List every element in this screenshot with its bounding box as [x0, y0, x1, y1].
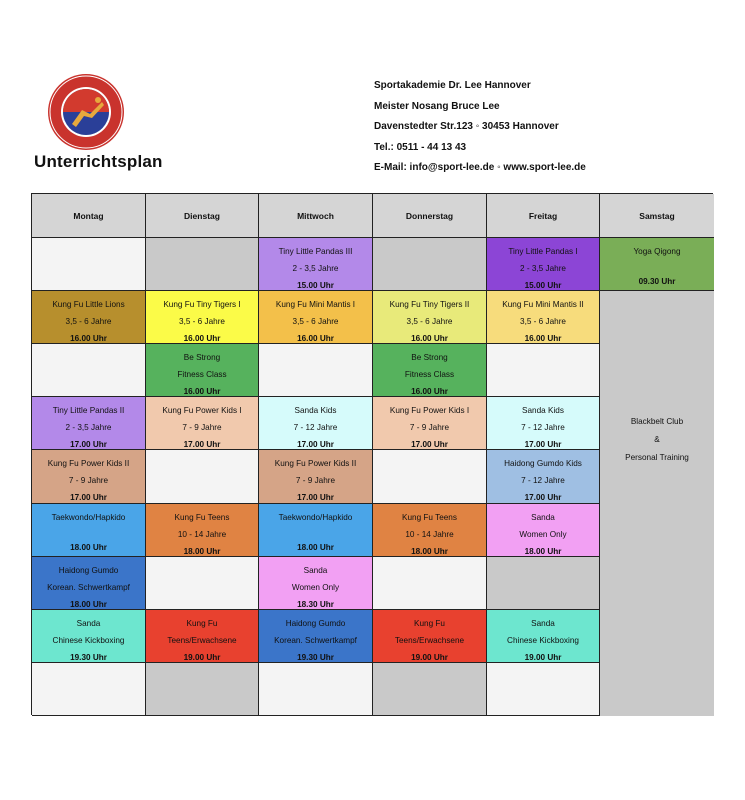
class-name: Taekwondo/Hapkido [278, 512, 353, 522]
page-title: Unterrichtsplan [34, 152, 163, 171]
class-name: Kung Fu [186, 618, 218, 628]
schedule-table [31, 193, 713, 715]
class-time: 17.00 Uhr [524, 440, 562, 450]
class-time: 17.00 Uhr [297, 440, 334, 450]
class-time: 18.00 Uhr [70, 599, 107, 609]
class-name: Be Strong [183, 353, 221, 363]
class-slot [32, 450, 146, 503]
class-detail: 3,5 - 6 Jahre [406, 317, 453, 326]
class-slot [146, 344, 259, 397]
class-name: Haidong Gumdo Kids [504, 459, 582, 469]
class-time: 09.30 Uhr [638, 277, 676, 286]
club-line: & [654, 435, 660, 444]
info-line-address: Davenstedter Str.123 ◦ 30453 Hannover [374, 121, 559, 132]
class-name: Kung Fu Mini Mantis I [275, 300, 356, 309]
class-name: Kung Fu Mini Mantis II [502, 300, 584, 309]
class-slot [146, 397, 259, 450]
class-detail: 3,5 - 6 Jahre [179, 317, 225, 326]
class-time: 17.00 Uhr [183, 440, 221, 450]
class-slot [259, 557, 373, 610]
class-time: 16.00 Uhr [411, 334, 448, 343]
class-time: 16.00 Uhr [297, 334, 334, 343]
class-name: Sanda Kids [294, 406, 337, 416]
empty-slot [146, 238, 259, 291]
class-slot [259, 397, 373, 450]
blackbelt-club-block [600, 291, 714, 716]
info-line-email-web: E-Mail: info@sport-lee.de ◦ www.sport-lee.de [374, 162, 586, 173]
logo-lettering: SPORT AKADEMIE Dr. LEE [46, 67, 130, 74]
class-slot [259, 238, 373, 291]
class-detail: 2 - 3,5 Jahre [520, 264, 566, 273]
club-line: Blackbelt Club [630, 417, 684, 426]
empty-slot [32, 663, 146, 716]
class-slot [259, 291, 373, 344]
class-detail: Chinese Kickboxing [507, 635, 579, 645]
class-detail: 7 - 12 Jahre [521, 476, 565, 486]
class-slot [487, 504, 600, 557]
class-detail: Teens/Erwachsene [394, 635, 465, 645]
class-time: 18.30 Uhr [297, 599, 334, 609]
class-detail: 7 - 12 Jahre [521, 423, 565, 433]
class-detail: Teens/Erwachsene [167, 635, 237, 645]
day-header-donnerstag: Donnerstag [373, 194, 487, 238]
class-name: Sanda [76, 618, 101, 628]
class-name: Be Strong [411, 353, 448, 363]
class-detail: 7 - 9 Jahre [295, 476, 336, 486]
class-time: 16.00 Uhr [524, 334, 562, 343]
class-detail: Women Only [291, 582, 340, 592]
class-time: 17.00 Uhr [524, 493, 562, 503]
class-detail: 7 - 9 Jahre [182, 423, 222, 433]
empty-slot [32, 344, 146, 397]
class-time: 19.30 Uhr [70, 652, 107, 662]
day-header-mittwoch: Mittwoch [259, 194, 373, 238]
class-slot [259, 504, 373, 557]
class-time: 18.00 Uhr [524, 546, 562, 556]
empty-slot [32, 238, 146, 291]
empty-slot [146, 557, 259, 610]
day-header-montag: Montag [32, 194, 146, 238]
class-name: Kung Fu Power Kids I [162, 406, 242, 416]
day-header-dienstag: Dienstag [146, 194, 259, 238]
class-time: 19.00 Uhr [524, 652, 562, 662]
class-slot [32, 557, 146, 610]
class-time: 15.00 Uhr [297, 281, 334, 290]
class-time: 17.00 Uhr [70, 440, 107, 450]
class-detail: Korean. Schwertkampf [274, 635, 357, 645]
class-time: 18.00 Uhr [411, 546, 448, 556]
empty-slot [373, 663, 487, 716]
class-slot [146, 610, 259, 663]
class-slot [487, 291, 600, 344]
class-time: 16.00 Uhr [183, 387, 221, 397]
class-detail: 3,5 - 6 Jahre [292, 317, 339, 326]
class-slot [259, 610, 373, 663]
class-detail: Fitness Class [404, 370, 455, 380]
class-time: 18.00 Uhr [297, 542, 334, 552]
class-name: Kung Fu Teens [174, 512, 230, 522]
class-slot [146, 504, 259, 557]
empty-slot [487, 344, 600, 397]
class-slot [32, 610, 146, 663]
empty-slot [373, 450, 487, 503]
class-time: 16.00 Uhr [70, 334, 107, 343]
class-name: Tiny Little Pandas III [278, 247, 353, 256]
class-slot [487, 450, 600, 503]
class-name: Tiny Little Pandas I [508, 247, 578, 256]
class-detail: 7 - 9 Jahre [68, 476, 109, 486]
class-time: 19.00 Uhr [183, 652, 221, 662]
class-name: Sanda [303, 565, 328, 575]
empty-slot [259, 344, 373, 397]
class-detail: 10 - 14 Jahre [177, 529, 227, 539]
class-name: Haidong Gumdo [58, 565, 119, 575]
class-slot [32, 397, 146, 450]
class-detail: Women Only [519, 529, 567, 539]
class-name: Kung Fu Power Kids II [274, 459, 357, 469]
class-detail: 7 - 12 Jahre [293, 423, 338, 433]
class-name: Haidong Gumdo [285, 618, 346, 628]
class-name: Sanda [531, 512, 555, 522]
info-line-academy: Sportakademie Dr. Lee Hannover [374, 80, 531, 91]
empty-slot [373, 238, 487, 291]
class-name: Yoga Qigong [633, 247, 681, 256]
class-slot [373, 504, 487, 557]
class-slot-yoga [600, 238, 714, 291]
empty-slot [487, 557, 600, 610]
empty-slot [146, 450, 259, 503]
class-time: 16.00 Uhr [411, 387, 448, 397]
empty-slot [259, 663, 373, 716]
day-header-samstag: Samstag [600, 194, 714, 238]
class-slot [373, 397, 487, 450]
class-slot [32, 291, 146, 344]
class-name: Sanda Kids [522, 406, 564, 416]
class-name: Kung Fu [414, 618, 445, 628]
class-name: Kung Fu Power Kids II [47, 459, 130, 469]
class-name: Kung Fu Tiny Tigers II [389, 300, 470, 309]
class-time: 18.00 Uhr [70, 542, 107, 552]
class-time: 17.00 Uhr [297, 493, 334, 503]
class-detail: 3,5 - 6 Jahre [520, 317, 566, 326]
class-detail: 3,5 - 6 Jahre [65, 317, 112, 326]
class-time: 16.00 Uhr [183, 334, 221, 343]
academy-logo [46, 67, 130, 152]
contact-info [374, 76, 586, 179]
class-detail: 2 - 3,5 Jahre [292, 264, 339, 273]
class-name: Kung Fu Power Kids I [389, 406, 470, 416]
class-slot [373, 291, 487, 344]
class-detail: Fitness Class [177, 370, 227, 380]
class-detail: Chinese Kickboxing [52, 635, 125, 645]
info-line-master: Meister Nosang Bruce Lee [374, 100, 500, 112]
class-name: Kung Fu Tiny Tigers I [163, 300, 241, 309]
class-name: Kung Fu Teens [402, 512, 457, 522]
empty-slot [487, 663, 600, 716]
class-slot [487, 238, 600, 291]
class-slot [146, 291, 259, 344]
class-detail: 7 - 9 Jahre [409, 423, 450, 433]
class-slot [487, 397, 600, 450]
class-time: 17.00 Uhr [70, 493, 107, 503]
class-slot [487, 610, 600, 663]
class-slot [373, 610, 487, 663]
class-time: 17.00 Uhr [411, 440, 448, 450]
day-header-freitag: Freitag [487, 194, 600, 238]
empty-slot [373, 557, 487, 610]
class-detail: 10 - 14 Jahre [405, 529, 454, 539]
class-time: 18.00 Uhr [183, 546, 221, 556]
class-name: Kung Fu Little Lions [52, 300, 125, 309]
class-name: Sanda [531, 618, 555, 628]
class-time: 15.00 Uhr [524, 281, 562, 290]
class-detail: 2 - 3,5 Jahre [65, 423, 112, 433]
class-detail: Korean. Schwertkampf [47, 582, 130, 592]
club-line: Personal Training [625, 453, 689, 462]
info-line-phone: Tel.: 0511 - 44 13 43 [374, 141, 467, 153]
class-time: 19.30 Uhr [297, 652, 334, 662]
class-slot [259, 450, 373, 503]
class-slot [32, 504, 146, 557]
class-time: 19.00 Uhr [411, 652, 448, 662]
class-name: Taekwondo/Hapkido [51, 512, 126, 522]
class-slot [373, 344, 487, 397]
empty-slot [146, 663, 259, 716]
class-name: Tiny Little Pandas II [52, 406, 125, 416]
